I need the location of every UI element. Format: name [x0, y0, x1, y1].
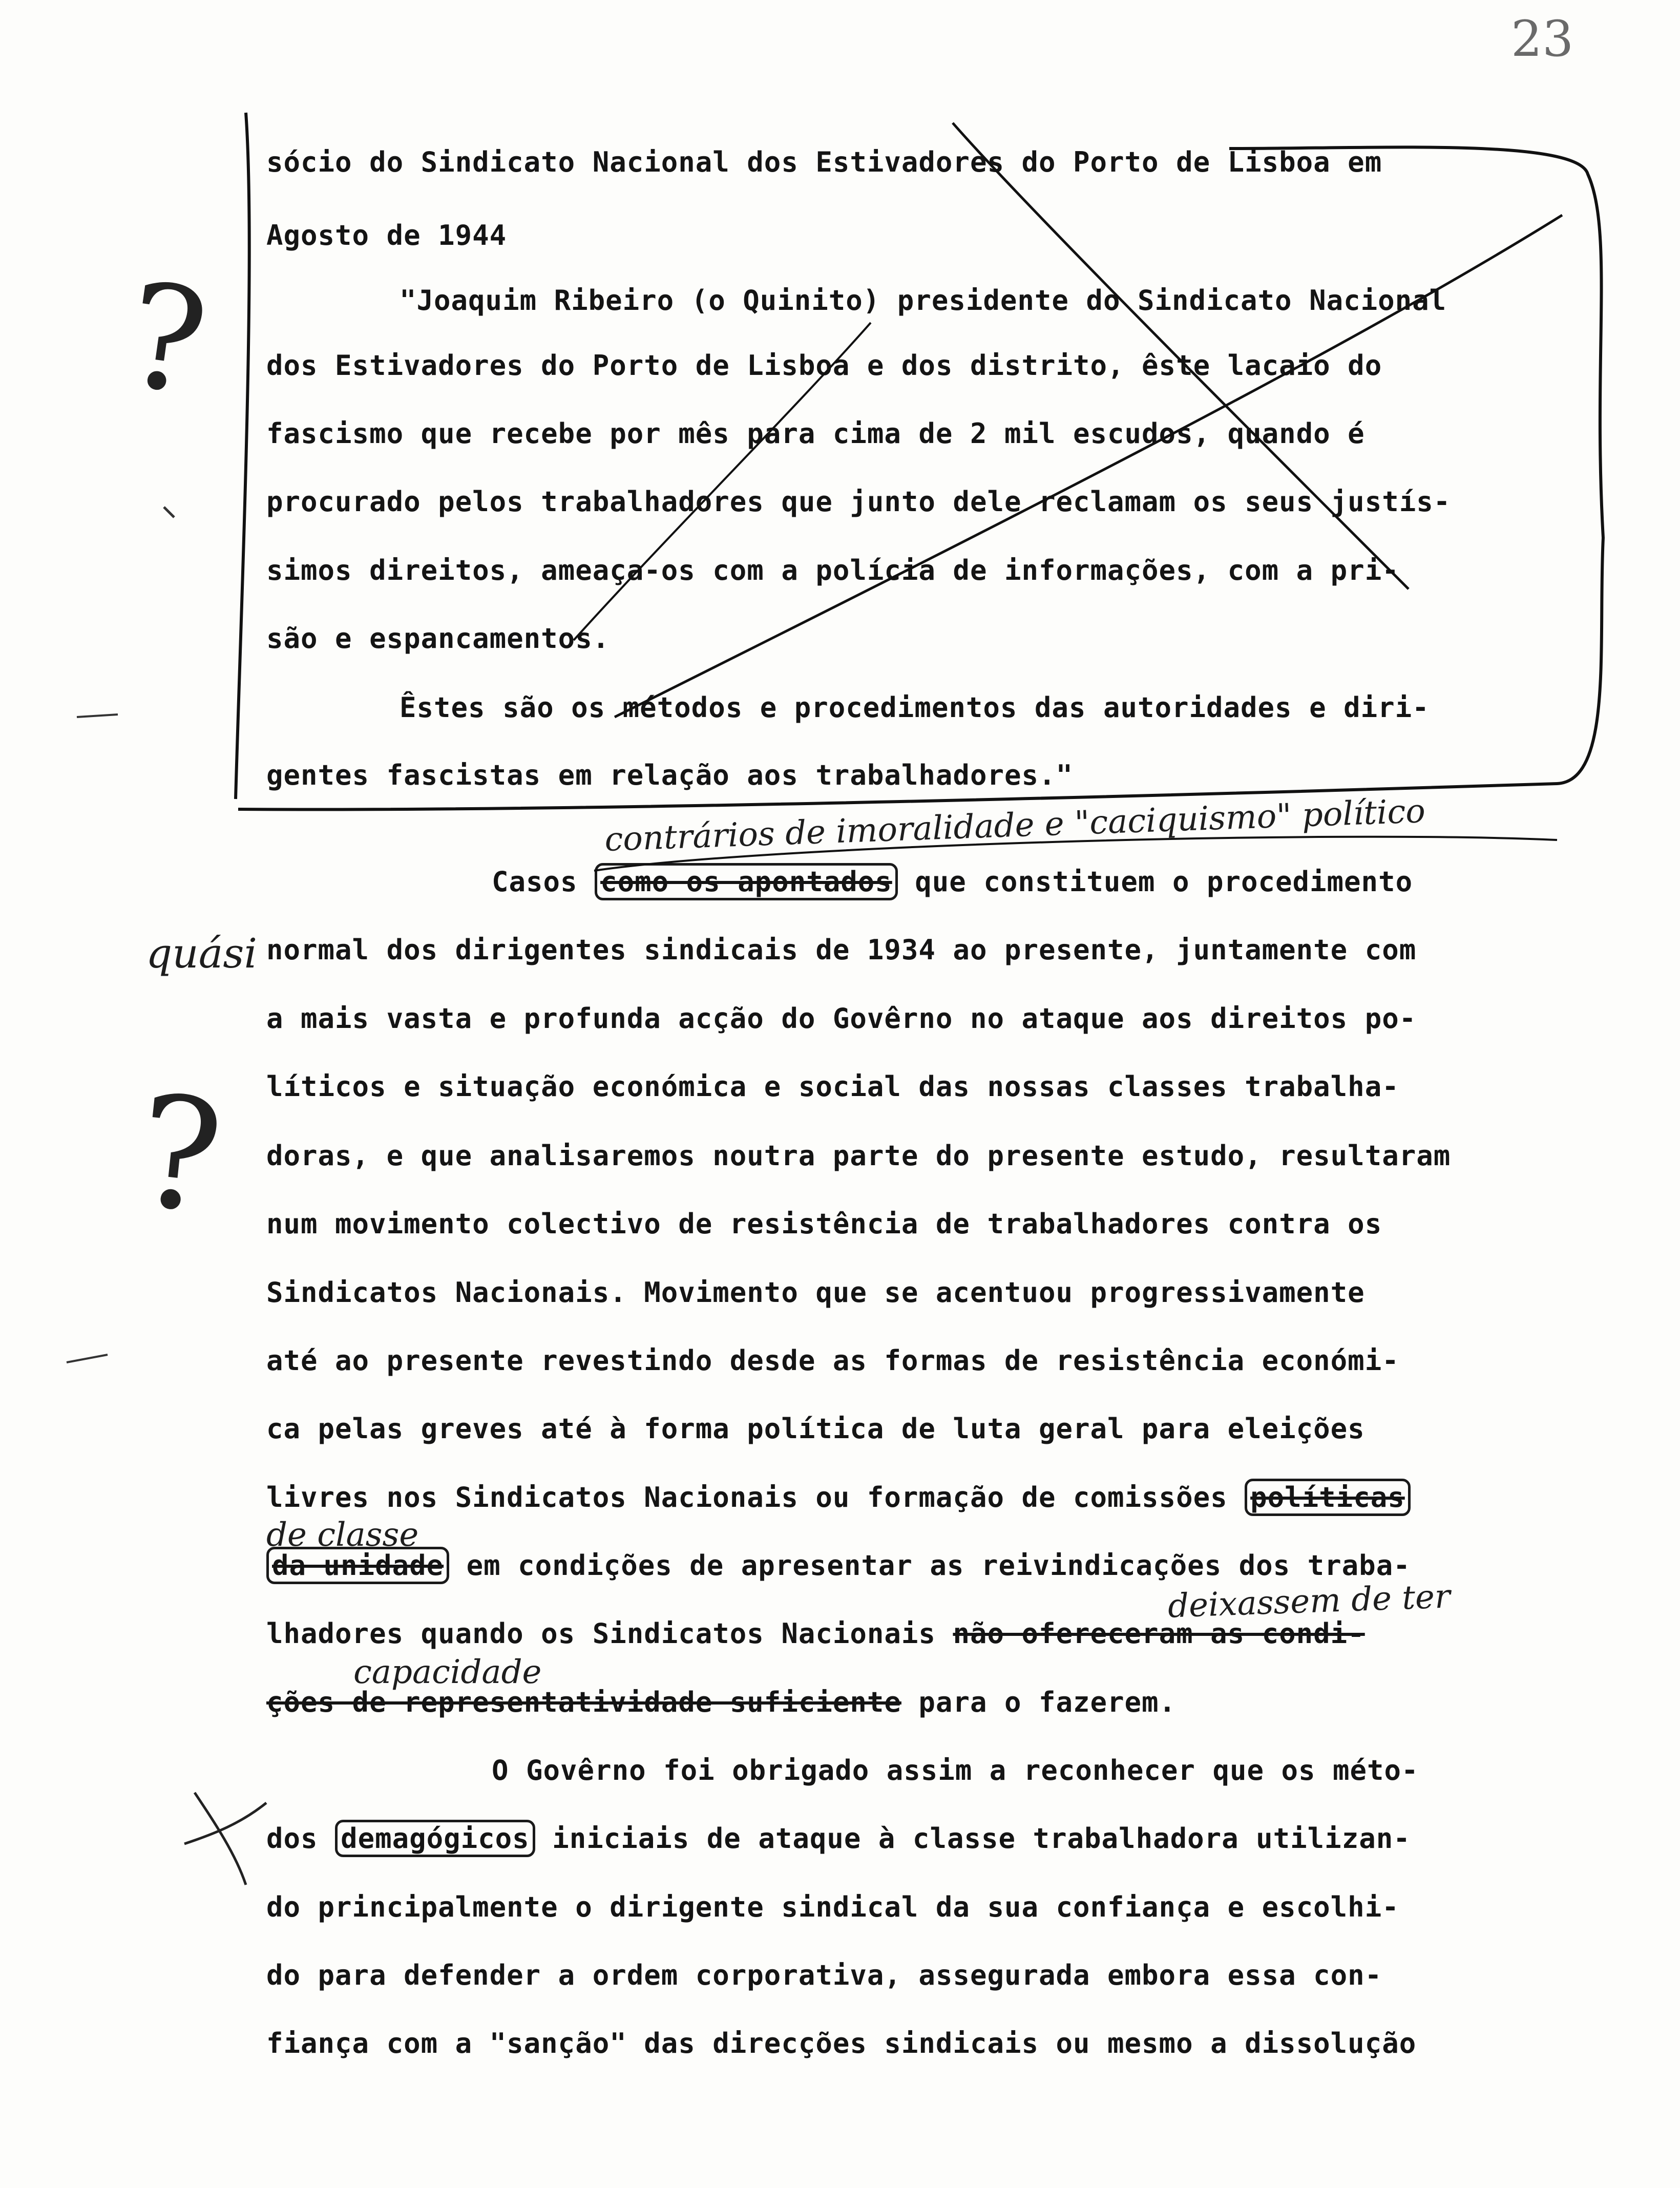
text-casos: Casos	[492, 866, 578, 898]
text-comissoes: livres nos Sindicatos Nacionais ou formação de comissões	[266, 1481, 1228, 1513]
text-continuation: que constituem o procedimento	[915, 866, 1413, 898]
page-number: 23	[1511, 10, 1574, 68]
margin-note: quási	[146, 930, 258, 977]
margin-question-mark-1: ?	[117, 251, 217, 428]
text-line-15: doras, e que analisaremos noutra parte do presente estudo, resultaram	[266, 1140, 1451, 1172]
text-line-11	[492, 866, 1680, 898]
text-line-5: fascismo que recebe por mês para cima de 2 mil escudos, quando é	[266, 417, 1365, 450]
handwritten-deixassem: deixassem de ter	[1167, 1577, 1451, 1626]
boxed-da-unidade: da unidade	[266, 1547, 449, 1584]
text-line-19: ca pelas greves até à forma política de luta geral para eleições	[266, 1413, 1365, 1445]
text-line-18: até ao presente revestindo desde as formas de resistência económi-	[266, 1344, 1399, 1377]
text-line-3: "Joaquim Ribeiro (o Quinito) presidente do Sindicato Nacional	[400, 284, 1447, 317]
text-dos: dos	[266, 1822, 318, 1855]
text-line-9: Êstes são os métodos e procedimentos das autoridades e diri-	[400, 691, 1430, 724]
text-line-25	[266, 1822, 1619, 1855]
text-line-22	[266, 1617, 1619, 1650]
text-line-12: normal dos dirigentes sindicais de 1934 ao presente, juntamente com	[266, 934, 1417, 966]
text-line-24: O Govêrno foi obrigado assim a reconhecer que os méto-	[492, 1754, 1419, 1786]
text-line-20	[266, 1481, 1619, 1514]
text-line-13: a mais vasta e profunda acção do Govêrno no ataque aos direitos po-	[266, 1002, 1417, 1035]
text-line-16: num movimento colectivo de resistência de trabalhadores contra os	[266, 1208, 1382, 1240]
struck-nao-ofereceram: não ofereceram as condi-	[953, 1617, 1365, 1650]
text-line-26: do principalmente o dirigente sindical da sua confiança e escolhi-	[266, 1891, 1399, 1923]
text-line-1: sócio do Sindicato Nacional dos Estivadores do Porto de Lisboa em	[266, 146, 1382, 178]
text-line-23	[266, 1686, 1619, 1719]
text-line-27: do para defender a ordem corporativa, assegurada embora essa con-	[266, 1959, 1382, 1991]
margin-dash-1	[77, 714, 118, 717]
text-line-21	[266, 1549, 1619, 1582]
margin-question-mark-2: ?	[129, 1061, 230, 1248]
text-line-2: Agosto de 1944	[266, 219, 507, 251]
boxed-demagogicos: demagógicos	[335, 1820, 535, 1857]
text-para-o-fazerem: para o fazerem.	[918, 1686, 1177, 1718]
struck-representatividade: ções de representatividade suficiente	[266, 1686, 901, 1718]
text-condicoes: em condições de apresentar as reivindicações dos traba-	[466, 1549, 1411, 1582]
handwritten-capacidade: capacidade	[353, 1653, 542, 1691]
margin-tick	[164, 507, 174, 517]
text-line-17: Sindicatos Nacionais. Movimento que se acentuou progressivamente	[266, 1276, 1365, 1309]
text-line-10: gentes fascistas em relação aos trabalhadores."	[266, 759, 1074, 791]
handwritten-de-classe: de classe	[266, 1516, 419, 1554]
text-line-7: simos direitos, ameaça-os com a polícia de informações, com a pri-	[266, 554, 1399, 586]
text-line-28: fiança com a "sanção" das direcções sindicais ou mesmo a dissolução	[266, 2027, 1417, 2059]
boxed-deletion: como os apontados	[595, 863, 898, 900]
text-line-14: líticos e situação económica e social das nossas classes trabalha-	[266, 1070, 1399, 1103]
handwritten-insertion: contrários de imoralidade e "caciquismo" político	[604, 792, 1426, 859]
margin-cross	[184, 1793, 266, 1885]
text-line-8: são e espancamentos.	[266, 622, 610, 655]
text-line-4: dos Estivadores do Porto de Lisboa e dos distrito, êste lacaio do	[266, 349, 1382, 382]
boxed-politicas: políticas	[1245, 1479, 1411, 1516]
text-lhadores: lhadores quando os Sindicatos Nacionais	[266, 1617, 936, 1650]
margin-dash-2	[67, 1355, 108, 1362]
text-iniciais: iniciais de ataque à classe trabalhadora utilizan-	[552, 1822, 1411, 1855]
text-line-6: procurado pelos trabalhadores que junto dele reclamam os seus justís-	[266, 486, 1451, 518]
